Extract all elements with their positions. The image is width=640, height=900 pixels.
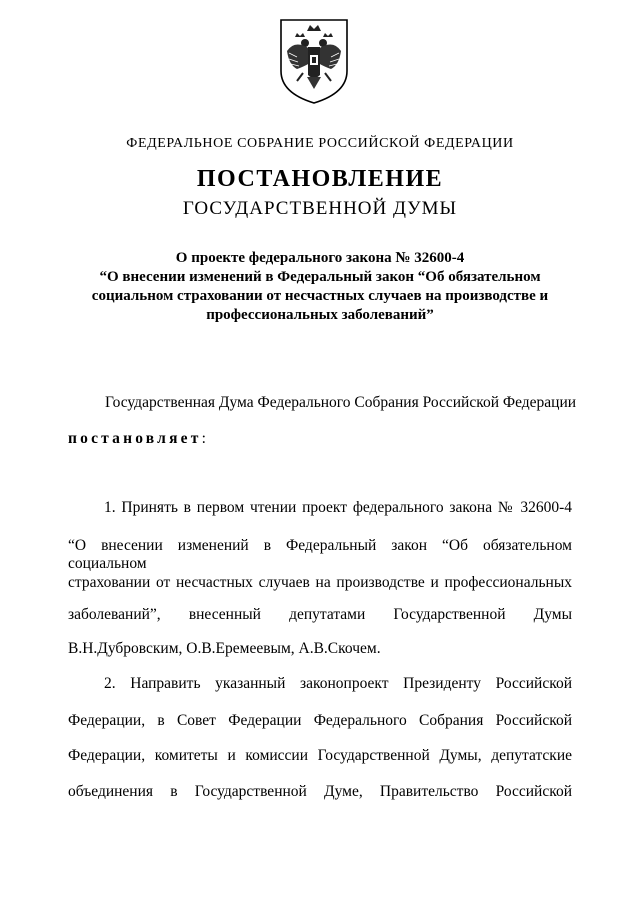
resolves-word: постановляет — [68, 430, 202, 447]
resolves-line — [68, 430, 206, 448]
paragraph-line: объединения в Государственной Думе, Правительство Российской — [68, 783, 572, 800]
paragraph-line: 2. Направить указанный законопроект Президенту Российской — [104, 675, 572, 692]
preamble-text: Государственная Дума Федерального Собрания Российской Федерации — [105, 394, 577, 411]
paragraph-line: заболеваний”, внесенный депутатами Государственной Думы — [68, 606, 572, 623]
document-type: ПОСТАНОВЛЕНИЕ — [196, 166, 444, 192]
heading-line: социальном страховании от несчастных случаев на производстве и — [91, 288, 549, 304]
paragraph-line: 1. Принять в первом чтении проект федерального закона № 32600-4 — [104, 499, 572, 516]
coat-of-arms-icon — [277, 17, 351, 105]
issuer-name: ГОСУДАРСТВЕННОЙ ДУМЫ — [182, 198, 458, 219]
resolves-punct: : — [201, 430, 206, 447]
paragraph-line: Федерации, комитеты и комиссии Государственной Думы, депутатские — [68, 747, 572, 764]
resolution-heading — [80, 249, 560, 325]
paragraph-line: В.Н.Дубровским, О.В.Еремеевым, А.В.Скочем. — [68, 640, 381, 657]
organization-name: ФЕДЕРАЛЬНОЕ СОБРАНИЕ РОССИЙСКОЙ ФЕДЕРАЦИИ — [126, 136, 514, 151]
heading-line: “О внесении изменений в Федеральный закон “Об обязательном — [99, 269, 541, 285]
paragraph-line: “О внесении изменений в Федеральный закон “Об обязательном социальном — [68, 537, 572, 572]
heading-line: профессиональных заболеваний” — [206, 307, 434, 323]
paragraph-line: страховании от несчастных случаев на производстве и профессиональных — [68, 574, 572, 591]
paragraph-line: Федерации, в Совет Федерации Федерального Собрания Российской — [68, 712, 572, 729]
heading-line: О проекте федерального закона № 32600-4 — [175, 250, 465, 266]
